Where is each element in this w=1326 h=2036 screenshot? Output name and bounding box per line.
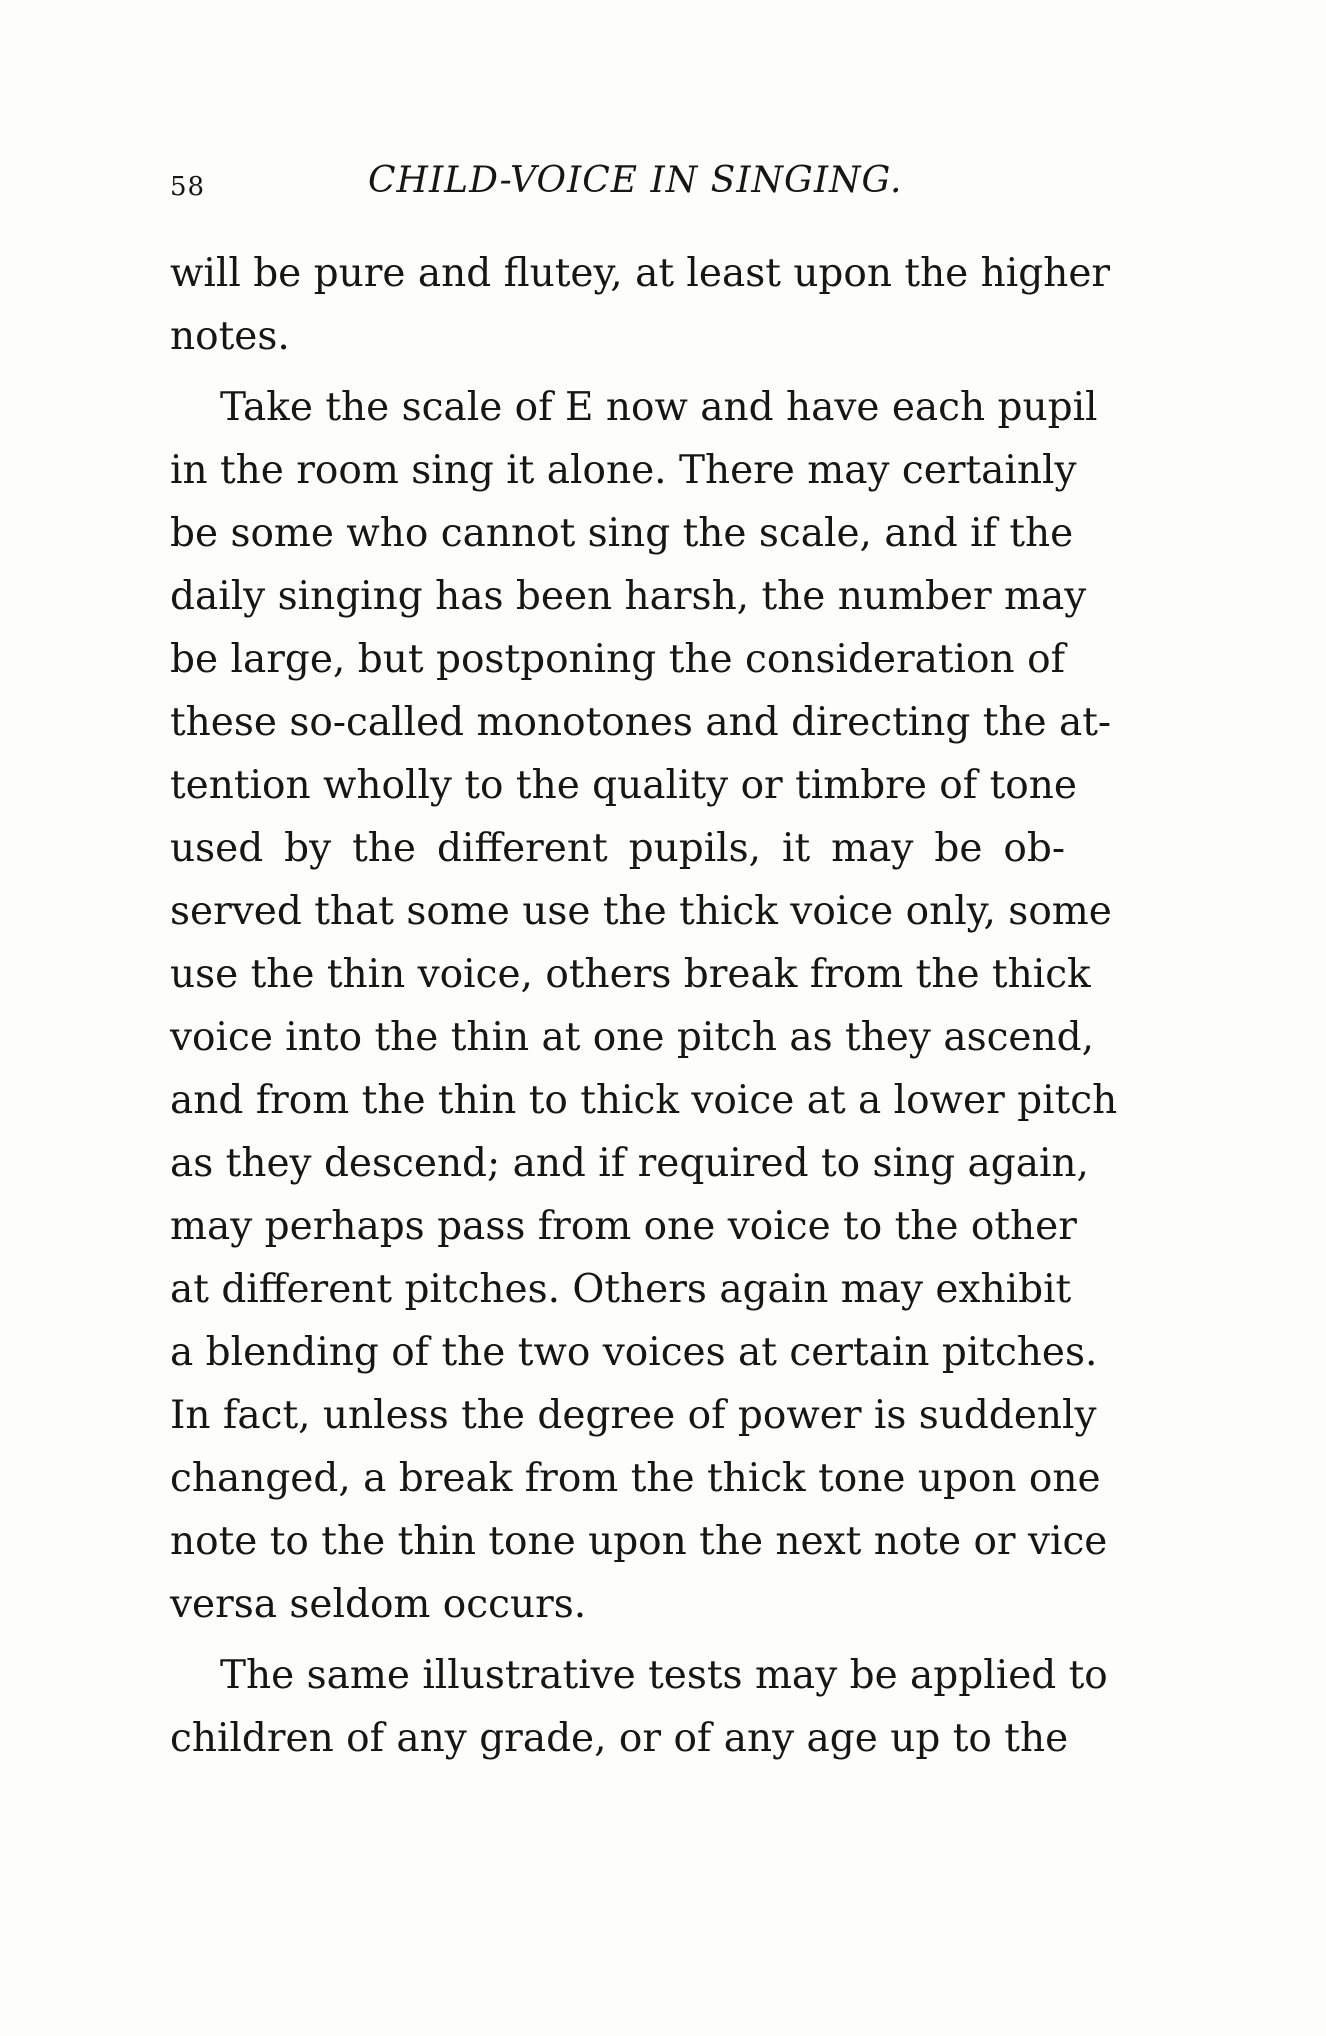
text-line: tention wholly to the quality or timbre of tone bbox=[170, 763, 1077, 808]
text-line: note to the thin tone upon the next note or vice bbox=[170, 1519, 1108, 1564]
text-line: a blending of the two voices at certain pitches. bbox=[170, 1330, 1098, 1375]
text-line: used by the different pupils, it may be ob- bbox=[170, 826, 1065, 871]
text-line: versa seldom occurs. bbox=[170, 1582, 587, 1627]
text-line: and from the thin to thick voice at a lower pitch bbox=[170, 1078, 1118, 1123]
text-line: The same illustrative tests may be applied to bbox=[220, 1653, 1108, 1698]
text-line: in the room sing it alone. There may certainly bbox=[170, 448, 1077, 493]
text-line: be some who cannot sing the scale, and if the bbox=[170, 511, 1074, 556]
text-line: these so-called monotones and directing the at- bbox=[170, 700, 1112, 745]
paragraph bbox=[170, 1644, 1108, 1770]
text-line: at different pitches. Others again may exhibit bbox=[170, 1267, 1072, 1312]
text-line: as they descend; and if required to sing again, bbox=[170, 1141, 1089, 1186]
text-line: changed, a break from the thick tone upon one bbox=[170, 1456, 1101, 1501]
paragraph bbox=[170, 242, 1111, 368]
text-line: served that some use the thick voice only, some bbox=[170, 889, 1112, 934]
text-line: use the thin voice, others break from the thick bbox=[170, 952, 1091, 997]
page-header bbox=[170, 160, 1070, 210]
text-line: notes. bbox=[170, 314, 290, 359]
text-line: voice into the thin at one pitch as they ascend, bbox=[170, 1015, 1094, 1060]
text-line: daily singing has been harsh, the number may bbox=[170, 574, 1087, 619]
body-text bbox=[170, 242, 1118, 1770]
page-number: 58 bbox=[170, 172, 206, 202]
paragraph bbox=[170, 376, 1118, 1636]
text-line: may perhaps pass from one voice to the other bbox=[170, 1204, 1077, 1249]
text-line: Take the scale of E now and have each pupil bbox=[220, 385, 1098, 430]
running-title: CHILD-VOICE IN SINGING. bbox=[368, 160, 903, 201]
text-line: children of any grade, or of any age up to the bbox=[170, 1716, 1069, 1761]
text-line: be large, but postponing the consideration of bbox=[170, 637, 1065, 682]
text-line: will be pure and flutey, at least upon the higher bbox=[170, 251, 1111, 296]
text-line: In fact, unless the degree of power is suddenly bbox=[170, 1393, 1097, 1438]
